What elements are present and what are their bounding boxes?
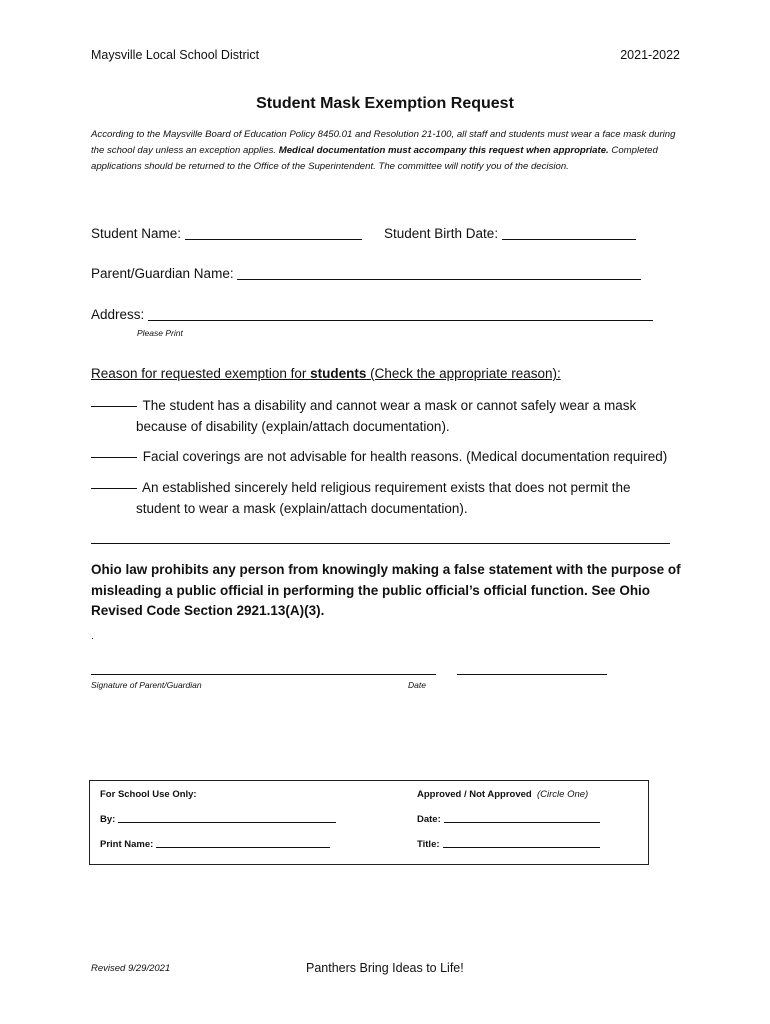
law-statement: Ohio law prohibits any person from knowingly making a false statement with the purpose of misleading a public official in performing the public official’s official function. See Ohio Revised Code Section 2921.13(A)(3). (91, 562, 681, 618)
date-label: Date (408, 680, 426, 690)
signature-line[interactable] (91, 674, 436, 675)
school-use-box (89, 780, 649, 865)
address-line[interactable] (148, 319, 653, 321)
parent-name-field[interactable] (91, 266, 641, 281)
page-title: Student Mask Exemption Request (256, 95, 514, 112)
student-name-line[interactable] (185, 238, 362, 240)
school-use-heading: For School Use Only: (100, 789, 197, 800)
school-date-field[interactable]: Date: (417, 814, 600, 825)
by-line[interactable] (118, 821, 336, 823)
parent-name-label: Parent/Guardian Name: (91, 266, 234, 281)
please-print-note: Please Print (137, 328, 183, 338)
checkbox-blank[interactable] (91, 487, 137, 489)
student-name-field[interactable] (91, 226, 362, 241)
section-divider (91, 543, 670, 544)
date-line[interactable] (457, 674, 607, 675)
title-field[interactable]: Title: (417, 839, 600, 850)
by-field[interactable]: By: (100, 814, 336, 825)
parent-name-line[interactable] (237, 278, 641, 280)
approval-status[interactable]: Approved / Not Approved (Circle One) (417, 789, 589, 800)
intro-text-2: Completed applications should be returned to the Office of the Superintendent. The committee will notify you of the decision. (91, 145, 658, 172)
intro-bold: Medical documentation must accompany this request when appropriate. (278, 145, 609, 156)
address-label: Address: (91, 307, 145, 322)
birth-date-field[interactable] (384, 226, 636, 241)
reason-option-health: Facial coverings are not advisable for health reasons. (Medical documentation required) (91, 446, 691, 467)
intro-paragraph (91, 127, 681, 175)
reason-option-disability: The student has a disability and cannot wear a mask or cannot safely wear a mask because of disability (explain/attach documentation). (91, 395, 691, 437)
school-year: 2021-2022 (620, 48, 680, 62)
print-name-line[interactable] (156, 846, 330, 848)
checkbox-blank[interactable] (91, 456, 137, 458)
district-name: Maysville Local School District (91, 48, 260, 62)
title-line[interactable] (443, 846, 600, 848)
student-name-label: Student Name: (91, 226, 182, 241)
stray-period: . (91, 631, 94, 642)
print-name-field[interactable]: Print Name: (100, 839, 330, 850)
reason-option-religious: An established sincerely held religious requirement exists that does not permit the student to wear a mask (explain/attach documentation). (91, 477, 691, 519)
address-field[interactable] (91, 307, 653, 322)
intro-text-1: According to the Maysville Board of Education Policy 8450.01 and Resolution 21-100, all staff and students must wear a face mask during the school day unless an exception applies. (91, 129, 676, 156)
footer-slogan: Panthers Bring Ideas to Life! (306, 961, 464, 975)
reason-heading: Reason for requested exemption for students (Check the appropriate reason): (91, 366, 561, 381)
signature-label: Signature of Parent/Guardian (91, 680, 202, 690)
school-date-line[interactable] (444, 821, 600, 823)
checkbox-blank[interactable] (91, 405, 137, 407)
birth-date-line[interactable] (502, 238, 636, 240)
birth-date-label: Student Birth Date: (384, 226, 499, 241)
revised-date: Revised 9/29/2021 (91, 963, 171, 974)
